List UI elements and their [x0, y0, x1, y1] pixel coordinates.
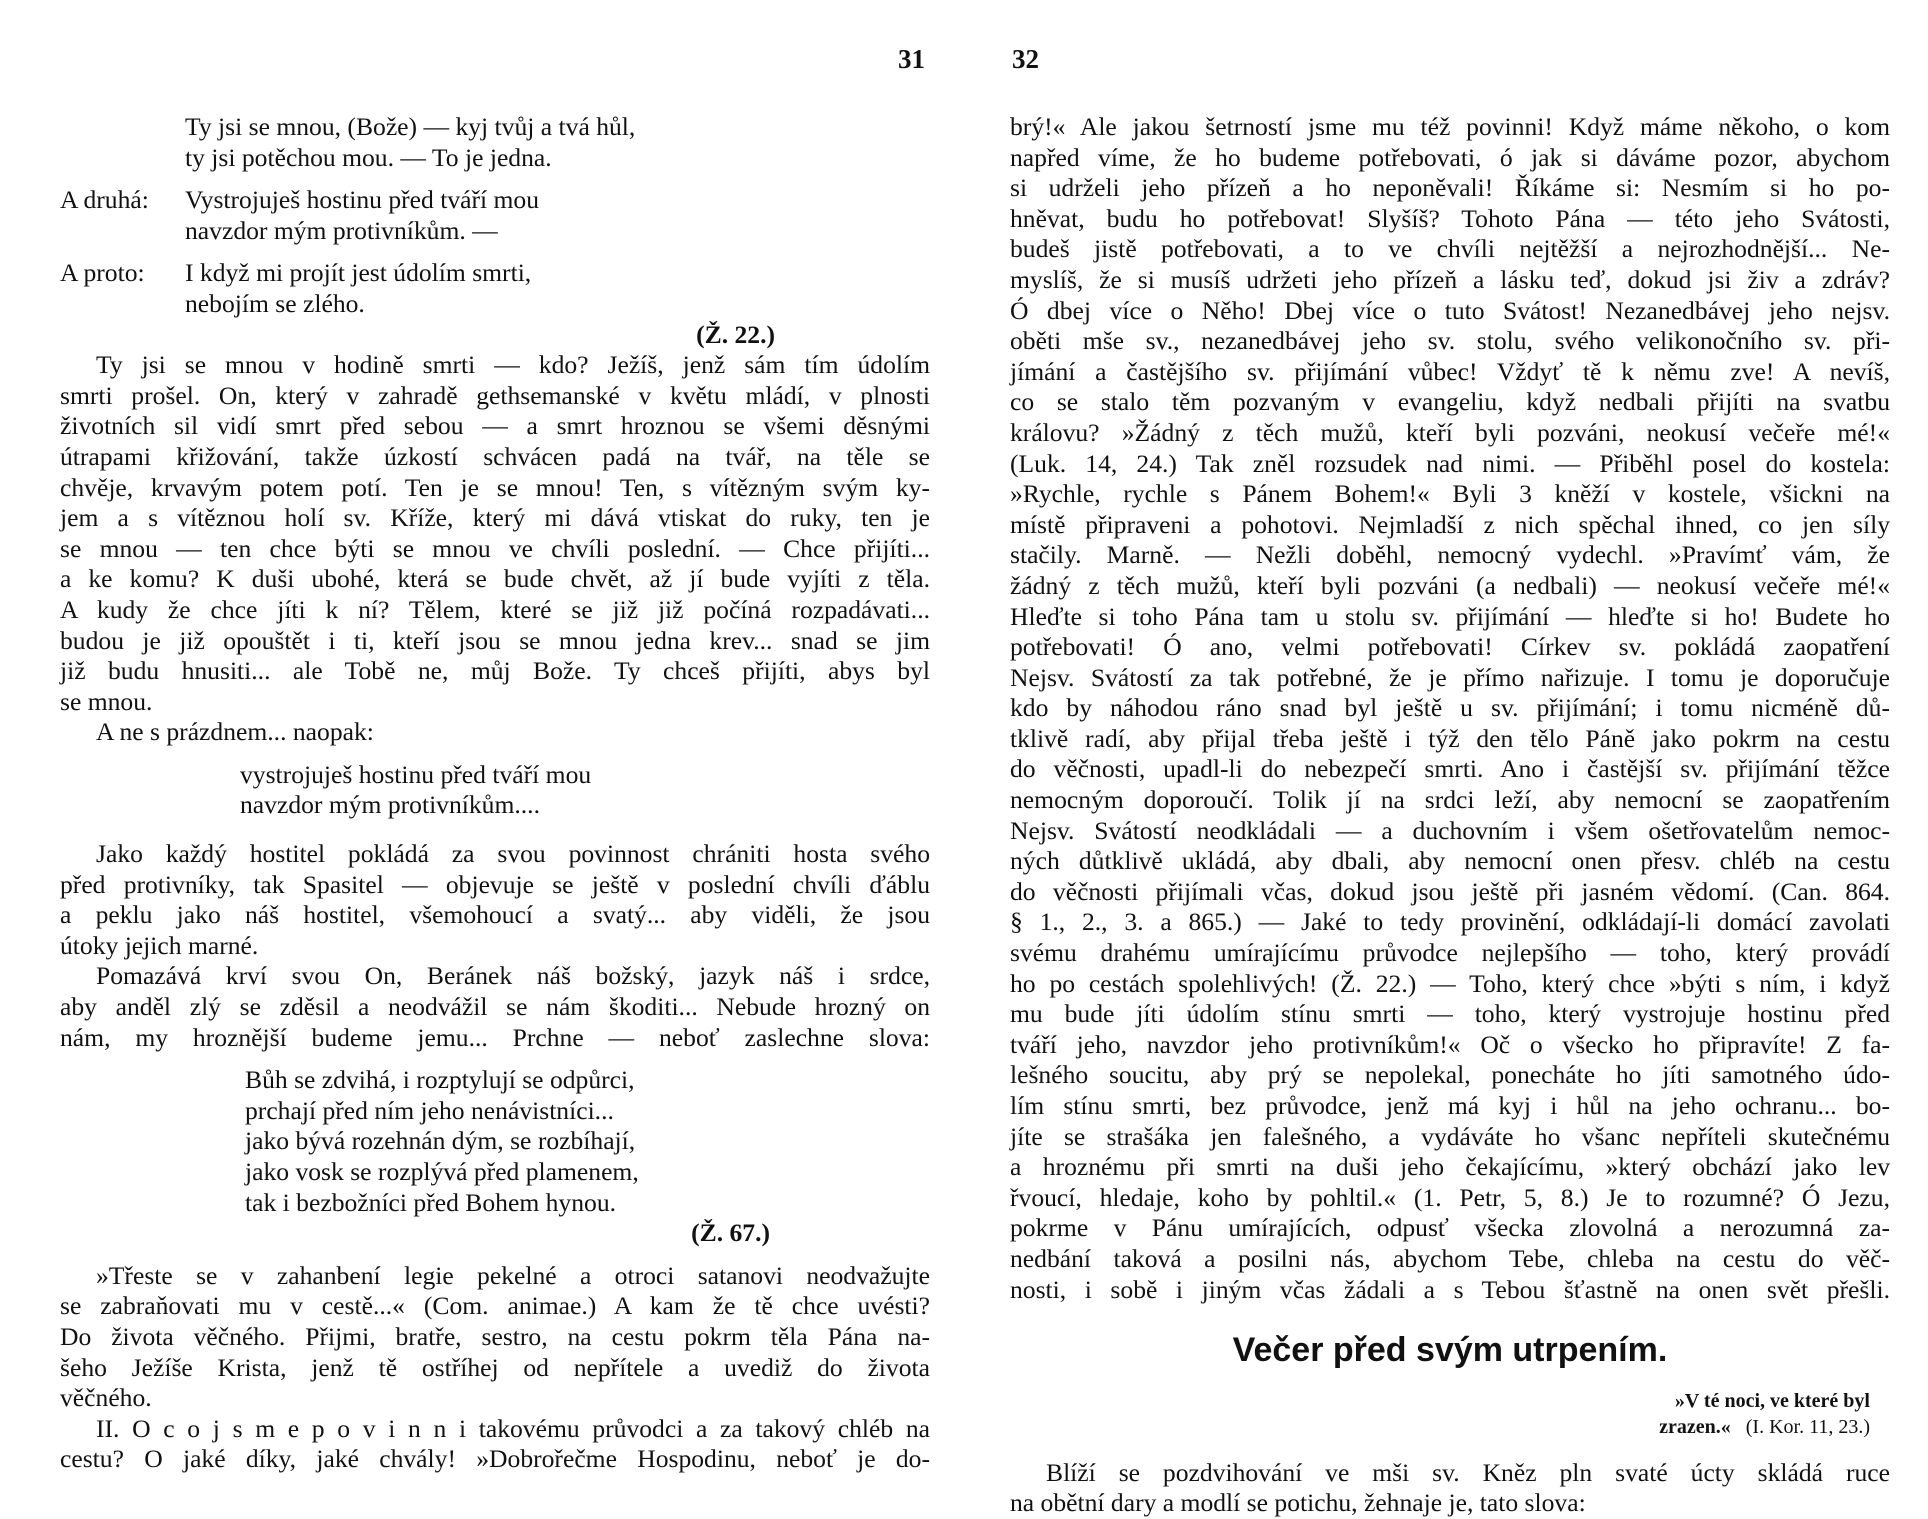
- text-line: nebojím se zlého.: [185, 288, 365, 318]
- section-title: Večer před svým utrpením.: [1232, 1331, 1668, 1370]
- text-line: lešného soucitu, aby prý se nepolekal, ponecháte ho jíti samotného údo-: [1010, 1060, 1890, 1090]
- paragraph: [60, 350, 930, 717]
- text-line: tváří jeho, navzdor jeho protivníkům!« Oč o všecko ho připravíte! Z fa-: [1010, 1029, 1890, 1059]
- text-line: budeš jistě potřebovati, a to ve chvíli nejtěžší a nejrozhodnější... Ne-: [1010, 234, 1890, 264]
- verse-intro: [60, 112, 930, 173]
- text-line: a peklu jako náš hostitel, všemohoucí a svatý... aby viděli, že jsou: [60, 900, 930, 930]
- motto-line: [1010, 1414, 1870, 1440]
- text-line: ty jsi potěchou mou. — To je jedna.: [185, 142, 552, 172]
- text-line: věčného.: [60, 1383, 152, 1413]
- text-line: potřebovati! Ó ano, velmi potřebovati! Církev sv. pokládá zaopatření: [1010, 632, 1890, 662]
- text-line: útrapami křižování, takže úzkostí schvácen padá na tvář, na těle se: [60, 441, 930, 471]
- text-line: Hleďte si toho Pána tam u stolu sv. přijímání — hleďte si ho! Budete ho: [1010, 601, 1890, 631]
- text-line: co se stalo těm pozvaným v evangeliu, když nedbali přijíti na svatbu: [1010, 387, 1890, 417]
- right-page: [1010, 112, 1890, 1519]
- verse-quote: [60, 760, 930, 821]
- text-line: stačily. Marně. — Nežli doběhl, nemocný vydechl. »Pravímť vám, že: [1010, 540, 1890, 570]
- text-line: aby anděl zlý se zděsil a neodvážil se nám škoditi... Nebude hrozný on: [60, 992, 930, 1022]
- scripture-reference: (Ž. 67.): [691, 1218, 770, 1248]
- text-line: a ke komu? K duši ubohé, která se bude chvět, až jí bude vyjíti z těla.: [60, 564, 930, 594]
- text-line: § 1., 2., 3. a 865.) — Jaké to tedy provinění, odkládají-li domácí zavolati: [1010, 907, 1890, 937]
- text-line: (Luk. 14, 24.) Tak zněl rozsudek nad nimi. — Přiběhl posel do kostela:: [1010, 448, 1890, 478]
- paragraph: [60, 961, 930, 1053]
- left-page: [60, 112, 930, 1475]
- text-line: myslíš, že si musíš udržeti jeho přízeň a lásku teď, dokud jsi živ a zdráv?: [1010, 264, 1890, 294]
- paragraph: [60, 839, 930, 961]
- text-line: brý!« Ale jakou šetrností jsme mu též povinni! Když máme někoho, o kom: [1010, 112, 1890, 141]
- text-line: útoky jejich marné.: [60, 930, 259, 960]
- text-line: navzdor mým protivníkům....: [240, 790, 540, 820]
- text-line: řvoucí, hledaje, koho by pohltil.« (1. Petr, 5, 8.) Je to rozumné? Ó Jezu,: [1010, 1182, 1890, 1212]
- text-line: tak i bezbožníci před Bohem hynou.: [245, 1187, 617, 1217]
- text-line: jem a s vítěznou holí sv. Kříže, který mi dává vtiskat do ruky, ten je: [60, 503, 930, 533]
- text-line: do věčnosti přijímali včas, dokud jsou ještě při jasném vědomí. (Can. 864.: [1010, 876, 1890, 906]
- text-line: Blíží se pozdvihování ve mši sv. Kněz pln svaté úcty skládá ruce: [1046, 1457, 1890, 1487]
- text-line: prchají před ním jeho nenávistníci...: [245, 1095, 614, 1125]
- text-line: Do života věčného. Přijmi, bratře, sestro, na cestu pokrm těla Pána na-: [60, 1321, 930, 1351]
- text-line: žádný z těch mužů, kteří byli pozváni (a nedbali) — neokusí večeře mé!«: [1010, 570, 1890, 600]
- text-line: pokrme v Pánu umírajících, odpusť všecka zlovolná a nerozumná za-: [1010, 1213, 1890, 1243]
- text-line: II. O c o j s m e p o v i n n i takovému průvodci a za takový chléb na: [96, 1413, 930, 1443]
- paragraph: [60, 1261, 930, 1414]
- motto-bold: zrazen.«: [1659, 1415, 1731, 1438]
- text-line: Bůh se zdvihá, i rozptylují se odpůrci,: [245, 1065, 635, 1095]
- text-line: smrti prošel. On, který v zahradě gethsemanské v květu mládí, v plnosti: [60, 380, 930, 410]
- text-line: Ty jsi se mnou v hodině smrti — kdo? Ježíš, jenž sám tím údolím: [96, 350, 930, 380]
- text-line: ho po cestách spolehlivých! (Ž. 22.) — Toho, který chce »býti s ním, i když: [1010, 968, 1890, 998]
- text-line: kdo by náhodou ráno snad byl ještě u sv. přijímání; i tomu nicméně dů-: [1010, 693, 1890, 723]
- text-line: nosti, i sobě i jiným včas žádali a s Tebou šťastně na onen svět přešli.: [1010, 1274, 1890, 1304]
- text-line: Ty jsi se mnou, (Bože) — kyj tvůj a tvá hůl,: [185, 112, 636, 141]
- druha-block: [60, 185, 930, 246]
- text-line: chvěje, krvavým potem potí. Ten je se mnou! Ten, s vítězným svým ky-: [60, 472, 930, 502]
- text-line: navzdor mým protivníkům. —: [185, 215, 498, 245]
- text-line: již budu hnusiti... ale Tobě ne, můj Bože. Ty chceš přijíti, abys byl: [60, 656, 930, 686]
- page-number-left: 31: [898, 44, 925, 74]
- text-line: a hroznému při smrti na duši jeho čekajícímu, »který obchází jako lev: [1010, 1152, 1890, 1182]
- text-line: lím stínu smrti, bez průvodce, jenž má kyj i hůl na jeho ochranu... bo-: [1010, 1091, 1890, 1120]
- text-line: si udrželi jeho přízeň a ho neponěvali! Říkáme si: Nesmím si ho po-: [1010, 173, 1890, 203]
- text-line: Ó dbej více o Něho! Dbej více o tuto Svátost! Nezanedbávej jeho nejsv.: [1010, 295, 1890, 325]
- text-line: Nejsv. Svátostí za tak potřebné, že je přímo nařizuje. I tomu je doporučuje: [1010, 662, 1890, 692]
- text-line: se zabraňovati mu v cestě...« (Com. animae.) A kam že tě chce uvésti?: [60, 1291, 930, 1321]
- psalm-quote: [60, 1065, 930, 1218]
- text-line: tklivě radí, aby přijal třeba ještě i týž den tělo Páně jako pokrm na cestu: [1010, 723, 1890, 753]
- text-line: místě připraveni a pohotovi. Nejmladší z nich spěchal ihned, co jen síly: [1010, 509, 1890, 539]
- text-line: Vystrojuješ hostinu před tváří mou: [185, 185, 540, 215]
- text-line: jako vosk se rozplývá před plamenem,: [245, 1157, 639, 1186]
- text-line: svému drahému umírajícímu průvodce nejlepšího — toho, který provádí: [1010, 938, 1890, 968]
- text-line: ných důtklivě ukládá, aby dbali, aby nemocní onen přesv. chléb na cestu: [1010, 846, 1890, 876]
- text-line: nám, my hroznější budeme jemu... Prchne — neboť zaslechne slova:: [60, 1022, 930, 1052]
- proto-label: A proto:: [60, 258, 145, 288]
- page-number-right: 32: [1012, 44, 1039, 74]
- text-line: A ne s prázdnem... naopak:: [96, 717, 374, 747]
- text-line: »Rychle, rychle s Pánem Bohem!« Byli 3 kněží v kostele, všickni na: [1010, 479, 1890, 509]
- text-line: královu? »Žádný z těch mužů, kteří byli pozváni, neokusí večeře mé!«: [1010, 417, 1890, 447]
- text-line: jako bývá rozehnán dým, se rozbíhají,: [245, 1126, 636, 1156]
- text-line: napřed víme, že ho budeme potřebovati, ó jak si dáváme pozor, abychom: [1010, 142, 1890, 172]
- text-line: I když mi projít jest údolím smrti,: [185, 258, 532, 288]
- text-line: jímání a častějšího sv. přijímání vůbec! Vždyť tě k němu zve! A nevíš,: [1010, 356, 1890, 386]
- motto-reference: (I. Kor. 11, 23.): [1745, 1415, 1870, 1438]
- text-line: životních sil vidí smrt před sebou — a smrt hroznou se všemi děsnými: [60, 411, 930, 441]
- text-line: Pomazává krví svou On, Beránek náš božský, jazyk náš i srdce,: [96, 961, 930, 991]
- text-line: cestu? O jaké díky, jaké chvály! »Dobrořečme Hospodinu, neboť je do-: [60, 1444, 930, 1474]
- text-line: »Třeste se v zahanbení legie pekelné a otroci satanovi neodvažujte: [96, 1260, 930, 1290]
- text-line: nedbání taková a posilni nás, abychom Tebe, chleba na cestu do věč-: [1010, 1243, 1890, 1273]
- motto-quote: [1010, 1388, 1890, 1440]
- druha-label: A druhá:: [60, 185, 149, 215]
- text-line: nemocným doporoučí. Tolik jí na srdci leží, aby nemocní se zaopatřením: [1010, 785, 1890, 815]
- text-line: se mnou — ten chce býti se mnou ve chvíli poslední. — Chce přijíti...: [60, 533, 930, 563]
- text-line: jíte se strašáka jen falešného, a vydáváte ho všanc nepříteli skutečnému: [1010, 1121, 1890, 1151]
- paragraph: [1010, 112, 1890, 1305]
- text-line: šeho Ježíše Krista, jenž tě ostříhej od nepřítele a uvediž do života: [60, 1352, 930, 1382]
- text-line: na obětní dary a modlí se potichu, žehnaje je, tato slova:: [1010, 1488, 1586, 1518]
- text-line: se mnou.: [60, 686, 153, 716]
- proto-block: [60, 258, 930, 319]
- paragraph: [60, 1414, 930, 1475]
- text-line: budou je již opouštět i ti, kteří jsou se mnou jedna krev... snad se jim: [60, 625, 930, 655]
- paragraph: [1010, 1458, 1890, 1519]
- text-line: oběti mše sv., nezanedbávej jeho sv. stolu, svého velikonočního sv. při-: [1010, 326, 1890, 356]
- text-line: do věčnosti, upadl-li do nebezpečí smrti. Ano i častější sv. přijímání těžce: [1010, 754, 1890, 784]
- text-line: vystrojuješ hostinu před tváří mou: [240, 759, 592, 789]
- text-line: A kudy že chce jíti k ní? Tělem, které se již již počíná rozpadávati...: [60, 594, 930, 624]
- text-line: hněvat, budu ho potřebovat! Slyšíš? Tohoto Pána — této jeho Svátosti,: [1010, 203, 1890, 233]
- scripture-reference: (Ž. 22.): [696, 319, 775, 349]
- text-line: Nejsv. Svátostí neodkládali — a duchovním i všem ošetřovatelům nemoc-: [1010, 815, 1890, 845]
- text-line: mu bude jíti údolím stínu smrti — toho, který vystrojuje hostinu před: [1010, 999, 1890, 1029]
- text-line: Jako každý hostitel pokládá za svou povinnost chrániti hosta svého: [96, 839, 930, 869]
- text-line: před protivníky, tak Spasitel — objevuje se ještě v poslední chvíli ďáblu: [60, 869, 930, 899]
- motto-line: »V té noci, ve které byl: [1674, 1389, 1870, 1412]
